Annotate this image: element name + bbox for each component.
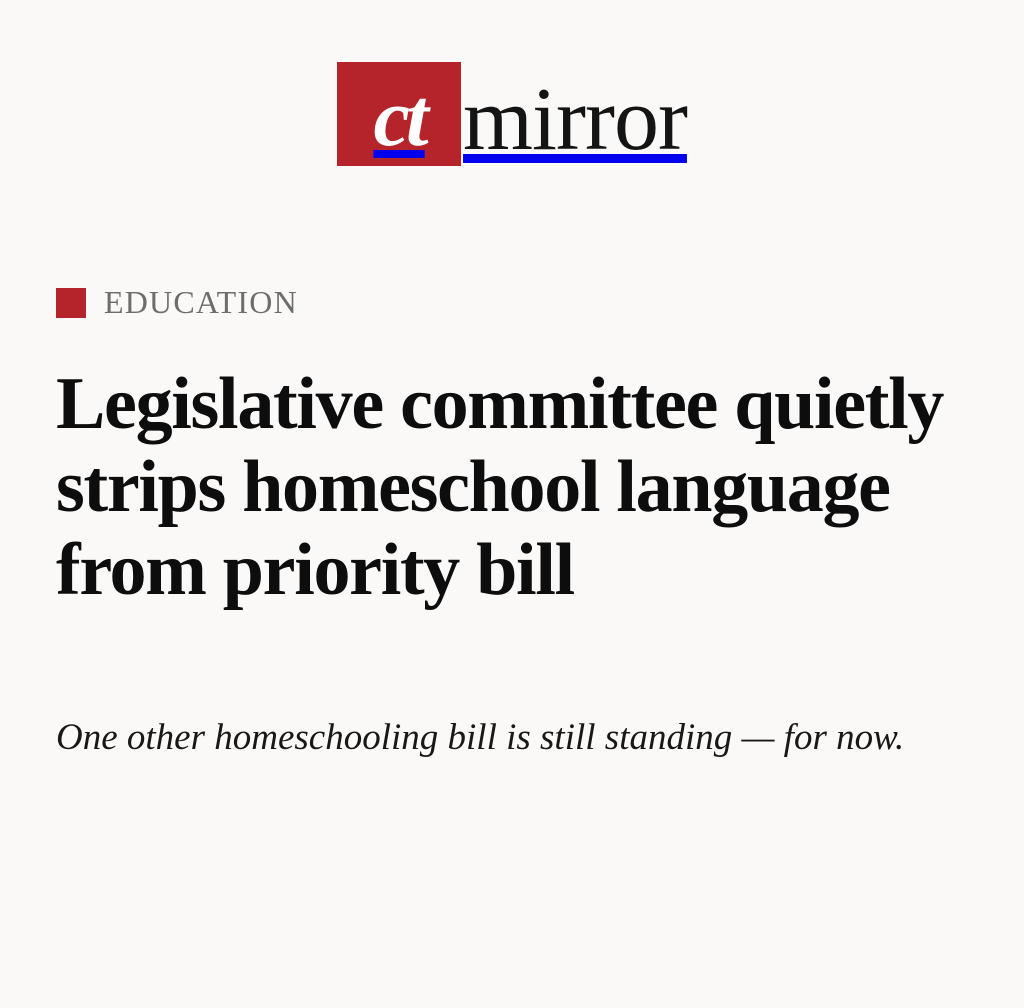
site-masthead xyxy=(0,0,1024,169)
article-subheadline: One other homeschooling bill is still standing — for now. xyxy=(56,716,905,758)
category-label[interactable]: EDUCATION xyxy=(104,284,298,320)
ctmirror-logo-icon xyxy=(337,62,461,166)
page-title: Legislative committee quietly strips homeschool language from priority bill xyxy=(56,363,944,611)
site-logo[interactable] xyxy=(337,62,687,169)
article-header xyxy=(0,284,1024,765)
logo-wordmark: mirror xyxy=(463,70,687,169)
category-kicker[interactable] xyxy=(56,284,968,321)
kicker-square-icon xyxy=(56,288,86,318)
logo-mark-text: ct xyxy=(373,72,425,163)
